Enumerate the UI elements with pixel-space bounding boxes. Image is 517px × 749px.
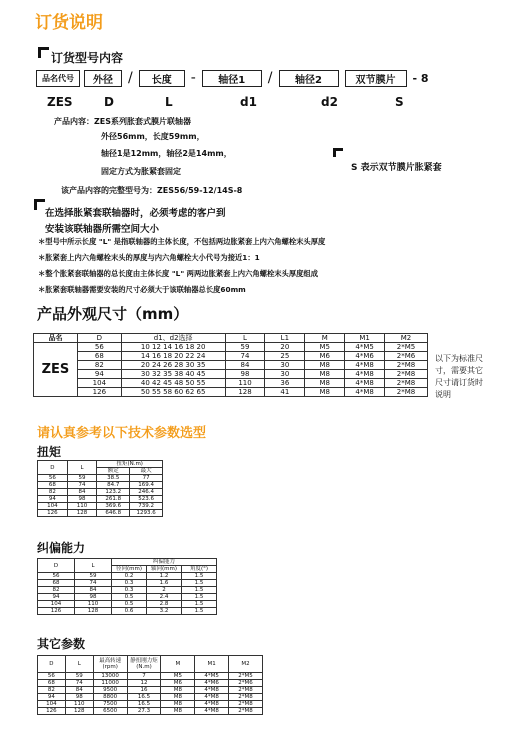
table-header: M2 — [229, 656, 263, 673]
table-cell: M8 — [161, 687, 195, 694]
table-cell: 16 — [127, 687, 161, 694]
table-cell: 94 — [38, 694, 66, 701]
table-cell: 74 — [65, 680, 93, 687]
table-cell: 4*M6 — [195, 680, 229, 687]
table-row — [38, 510, 163, 517]
table-row — [34, 388, 428, 397]
table-subheader: 额定 — [97, 468, 130, 475]
side-note-line: 说明 — [435, 390, 451, 399]
code-label-outer-diameter: 外径 — [84, 70, 122, 87]
table-cell: 104 — [38, 601, 75, 608]
table-header: L — [75, 559, 112, 573]
table-cell: 56 — [38, 573, 75, 580]
table-header: 纠偏能力 — [112, 559, 217, 566]
other-params-table — [37, 655, 263, 715]
table-cell: 98 — [65, 694, 93, 701]
row-label-zes: ZES — [34, 343, 78, 397]
table-row — [38, 687, 263, 694]
table-cell: M8 — [305, 370, 345, 379]
table-cell: M5 — [161, 673, 195, 680]
table-row — [38, 580, 217, 587]
table-cell: 25 — [265, 352, 305, 361]
table-cell: 2*M8 — [385, 370, 428, 379]
code-label-double-diaphragm: 双节膜片 — [345, 70, 407, 87]
table-cell: 2*M8 — [229, 701, 263, 708]
table-header-row — [38, 461, 163, 468]
table-cell: 84.7 — [97, 482, 130, 489]
table-cell: 84 — [65, 687, 93, 694]
selection-note-line2: 安装该联轴器所需空间大小 — [45, 224, 160, 235]
table-cell: 110 — [65, 701, 93, 708]
table-cell: 2*M5 — [229, 673, 263, 680]
table-cell: 126 — [38, 708, 66, 715]
table-cell: 59 — [75, 573, 112, 580]
table-cell: 11000 — [93, 680, 127, 687]
table-cell: 94 — [77, 370, 121, 379]
table-header: M1 — [345, 334, 385, 343]
table-row — [34, 370, 428, 379]
table-cell: 110 — [225, 379, 265, 388]
code-suffix: - 8 — [412, 71, 429, 85]
table-cell: 82 — [77, 361, 121, 370]
table-header: 品名 — [34, 334, 78, 343]
table-cell: M8 — [305, 379, 345, 388]
code-value-zes: ZES — [47, 95, 73, 109]
table-cell: M8 — [305, 361, 345, 370]
table-cell: 110 — [75, 601, 112, 608]
table-cell: 2*M8 — [385, 361, 428, 370]
table-cell: 2*M8 — [229, 694, 263, 701]
deviation-table — [37, 558, 217, 615]
table-cell: 30 — [265, 370, 305, 379]
table-cell: 98 — [75, 594, 112, 601]
table-cell: 74 — [67, 482, 97, 489]
table-cell: 9500 — [93, 687, 127, 694]
table-cell: 84 — [67, 489, 97, 496]
table-header: L1 — [265, 334, 305, 343]
s-note: S 表示双节膜片胀紧套 — [351, 163, 442, 173]
table-cell: 30 — [265, 361, 305, 370]
code-separator: / — [267, 69, 273, 86]
product-content-line4: 固定方式为胀紧套固定 — [101, 167, 181, 176]
table-cell: 12 — [127, 680, 161, 687]
table-cell: 4*M8 — [195, 701, 229, 708]
table-row — [34, 379, 428, 388]
table-cell: 4*M8 — [345, 388, 385, 397]
table-cell: 30 32 35 38 40 45 — [121, 370, 225, 379]
table-cell: 74 — [225, 352, 265, 361]
table-cell: 82 — [38, 587, 75, 594]
code-value-d2: d2 — [321, 95, 338, 109]
code-value-d1: d1 — [240, 95, 257, 109]
table-cell: 4*M5 — [195, 673, 229, 680]
table-cell: 126 — [38, 510, 68, 517]
table-cell: 68 — [38, 680, 66, 687]
table-cell: 77 — [130, 475, 163, 482]
table-subheader: 轴向(mm) — [147, 566, 182, 573]
table-header: M2 — [385, 334, 428, 343]
table-cell: 59 — [65, 673, 93, 680]
table-row — [38, 594, 217, 601]
table-cell: 0.5 — [112, 594, 147, 601]
table-cell: 0.3 — [112, 587, 147, 594]
table-cell: 10 12 14 16 18 20 — [121, 343, 225, 352]
table-row — [38, 701, 263, 708]
tech-params-title: 请认真参考以下技术参数选型 — [37, 426, 207, 441]
other-params-title: 其它参数 — [37, 637, 86, 651]
table-row — [38, 496, 163, 503]
table-header-row — [38, 559, 217, 566]
table-cell: 8800 — [93, 694, 127, 701]
table-cell: 59 — [67, 475, 97, 482]
table-cell: 0.5 — [112, 601, 147, 608]
table-cell: 369.6 — [97, 503, 130, 510]
note-4: ＊胀紧套联轴器需要安装的尺寸必须大于该联轴器总长度60mm — [38, 285, 246, 294]
selection-bracket-icon-vertical — [34, 199, 37, 210]
table-cell: 1.5 — [182, 573, 217, 580]
table-cell: 68 — [38, 580, 75, 587]
order-section-title: 订货型号内容 — [51, 51, 124, 65]
table-row — [38, 503, 163, 510]
side-note-line: 以下为标准尺 — [435, 354, 483, 363]
table-cell: 56 — [38, 673, 66, 680]
table-row — [34, 361, 428, 370]
table-cell: 82 — [38, 489, 68, 496]
table-cell: 1.2 — [147, 573, 182, 580]
table-cell: 2*M5 — [385, 343, 428, 352]
table-cell: 0.3 — [112, 580, 147, 587]
table-cell: 1.6 — [147, 580, 182, 587]
code-label-bore1: 轴径1 — [202, 70, 262, 87]
code-value-d: D — [104, 95, 114, 109]
table-row — [38, 489, 163, 496]
table-cell: 20 — [265, 343, 305, 352]
selection-note-line1: 在选择胀紧套联轴器时，必须考虑的客户到 — [45, 208, 226, 219]
table-cell: 82 — [38, 687, 66, 694]
table-cell: 7 — [127, 673, 161, 680]
table-cell: 2.4 — [147, 594, 182, 601]
table-cell: 4*M6 — [345, 352, 385, 361]
table-cell: 4*M8 — [195, 687, 229, 694]
table-cell: 14 16 18 20 22 24 — [121, 352, 225, 361]
table-header: M — [161, 656, 195, 673]
table-header: 最高转速 (rpm) — [93, 656, 127, 673]
table-header: D — [38, 461, 68, 475]
corner-bracket-icon-vertical — [38, 47, 41, 58]
table-header: L — [225, 334, 265, 343]
table-cell: 128 — [75, 608, 112, 615]
table-cell: 169.4 — [130, 482, 163, 489]
table-cell: 128 — [65, 708, 93, 715]
product-content-line1: 产品内容：ZES系列胀套式膜片联轴器 — [54, 117, 192, 126]
table-cell: 126 — [77, 388, 121, 397]
dimensions-table — [33, 333, 428, 397]
table-cell: 40 42 45 48 50 55 — [121, 379, 225, 388]
code-value-s: S — [395, 95, 404, 109]
side-note — [435, 353, 483, 401]
table-cell: 2.8 — [147, 601, 182, 608]
table-header-row — [38, 656, 263, 673]
table-row — [38, 601, 217, 608]
table-row — [38, 482, 163, 489]
table-header: 扭矩(N.m) — [97, 461, 163, 468]
code-label-bore2: 轴径2 — [279, 70, 339, 87]
table-cell: 94 — [38, 594, 75, 601]
table-cell: 41 — [265, 388, 305, 397]
table-row — [38, 680, 263, 687]
table-cell: M8 — [305, 388, 345, 397]
table-cell: 4*M5 — [345, 343, 385, 352]
table-cell: 4*M8 — [195, 694, 229, 701]
table-subheader: 最大 — [130, 468, 163, 475]
code-separator: / — [128, 69, 133, 86]
table-cell: 7500 — [93, 701, 127, 708]
table-cell: 4*M8 — [345, 379, 385, 388]
table-cell: M8 — [161, 708, 195, 715]
table-cell: 646.8 — [97, 510, 130, 517]
dimensions-title: 产品外观尺寸（mm） — [37, 305, 189, 323]
table-row — [34, 352, 428, 361]
table-cell: 246.4 — [130, 489, 163, 496]
table-row — [38, 673, 263, 680]
table-cell: 261.8 — [97, 496, 130, 503]
torque-table — [37, 460, 163, 517]
side-note-line: 寸，需要其它 — [435, 366, 483, 375]
table-subheader: 角度(°) — [182, 566, 217, 573]
table-cell: 59 — [225, 343, 265, 352]
table-cell: 0.6 — [112, 608, 147, 615]
product-content-line5: 该产品内容的完整型号为：ZES56/59-12/14S-8 — [61, 186, 243, 195]
table-cell: 104 — [38, 503, 68, 510]
table-cell: 68 — [38, 482, 68, 489]
table-cell: 2*M8 — [385, 388, 428, 397]
table-cell: 16.5 — [127, 694, 161, 701]
table-header: M1 — [195, 656, 229, 673]
table-cell: 1.5 — [182, 580, 217, 587]
table-cell: 4*M8 — [345, 370, 385, 379]
table-cell: 123.2 — [97, 489, 130, 496]
table-header-row — [34, 334, 428, 343]
table-cell: 104 — [38, 701, 66, 708]
table-cell: 74 — [75, 580, 112, 587]
code-separator: - — [190, 69, 196, 86]
table-cell: 56 — [77, 343, 121, 352]
table-cell: M5 — [305, 343, 345, 352]
table-cell: 3.2 — [147, 608, 182, 615]
order-code-row — [36, 69, 435, 87]
table-cell: 84 — [225, 361, 265, 370]
table-cell: 739.2 — [130, 503, 163, 510]
table-cell: 98 — [67, 496, 97, 503]
code-label-brand: 品名代号 — [36, 70, 80, 87]
product-content-line2: 外径56mm，长度59mm， — [101, 132, 205, 141]
table-row — [34, 343, 428, 352]
note-2: ＊胀紧套上内六角螺栓末头的厚度与内六角螺栓大小代号为接近1：1 — [38, 253, 260, 262]
table-cell: 1.5 — [182, 601, 217, 608]
table-cell: 2*M8 — [229, 708, 263, 715]
table-cell: 1.5 — [182, 594, 217, 601]
table-cell: 1293.6 — [130, 510, 163, 517]
table-cell: 0.2 — [112, 573, 147, 580]
table-header: 静扭刚力矩 (N.m) — [127, 656, 161, 673]
table-cell: 36 — [265, 379, 305, 388]
table-cell: 56 — [38, 475, 68, 482]
table-header: M — [305, 334, 345, 343]
torque-title: 扭矩 — [37, 445, 62, 459]
table-subheader: 径向(mm) — [112, 566, 147, 573]
table-cell: 104 — [77, 379, 121, 388]
table-cell: 98 — [225, 370, 265, 379]
table-cell: 126 — [38, 608, 75, 615]
table-cell: 38.5 — [97, 475, 130, 482]
table-cell: 84 — [75, 587, 112, 594]
table-cell: 2*M8 — [385, 379, 428, 388]
table-header: D — [38, 559, 75, 573]
table-cell: 110 — [67, 503, 97, 510]
table-cell: 20 24 26 28 30 35 — [121, 361, 225, 370]
table-header: L — [65, 656, 93, 673]
table-cell: 50 55 58 60 62 65 — [121, 388, 225, 397]
table-row — [38, 475, 163, 482]
code-label-length: 长度 — [139, 70, 185, 87]
table-cell: 6500 — [93, 708, 127, 715]
note-1: ＊型号中所示长度 "L" 是指联轴器的主体长度，不包括两边胀紧套上内六角螺栓末头厚度 — [38, 237, 326, 246]
table-cell: 2*M6 — [385, 352, 428, 361]
table-cell: 128 — [225, 388, 265, 397]
table-row — [38, 694, 263, 701]
table-cell: 1.5 — [182, 608, 217, 615]
table-header: d1、d2选择 — [121, 334, 225, 343]
deviation-title: 纠偏能力 — [37, 541, 86, 555]
s-bracket-icon-vertical — [333, 148, 336, 157]
table-cell: M6 — [161, 680, 195, 687]
table-cell: 4*M8 — [195, 708, 229, 715]
table-cell: 523.6 — [130, 496, 163, 503]
code-value-l: L — [165, 95, 173, 109]
table-header: D — [77, 334, 121, 343]
table-cell: 1.5 — [182, 587, 217, 594]
table-cell: 2*M8 — [229, 687, 263, 694]
table-cell: 27.3 — [127, 708, 161, 715]
table-cell: M8 — [161, 694, 195, 701]
table-cell: 2 — [147, 587, 182, 594]
table-cell: 68 — [77, 352, 121, 361]
note-3: ＊整个胀紧套联轴器的总长度由主体长度 "L" 两两边胀紧套上内六角螺栓末头厚度组成 — [38, 269, 319, 278]
table-row — [38, 587, 217, 594]
order-code-values — [0, 95, 517, 109]
table-row — [38, 608, 217, 615]
table-cell: M6 — [305, 352, 345, 361]
table-cell: 128 — [67, 510, 97, 517]
table-header: D — [38, 656, 66, 673]
table-cell: 2*M6 — [229, 680, 263, 687]
table-cell: 4*M8 — [345, 361, 385, 370]
table-cell: 13000 — [93, 673, 127, 680]
table-cell: M8 — [161, 701, 195, 708]
table-header: L — [67, 461, 97, 475]
page-title: 订货说明 — [35, 13, 103, 33]
table-row — [38, 573, 217, 580]
table-cell: 16.5 — [127, 701, 161, 708]
side-note-line: 尺寸请订货时 — [435, 378, 483, 387]
table-cell: 94 — [38, 496, 68, 503]
product-content-line3: 轴径1是12mm，轴径2是14mm， — [101, 149, 232, 158]
table-row — [38, 708, 263, 715]
